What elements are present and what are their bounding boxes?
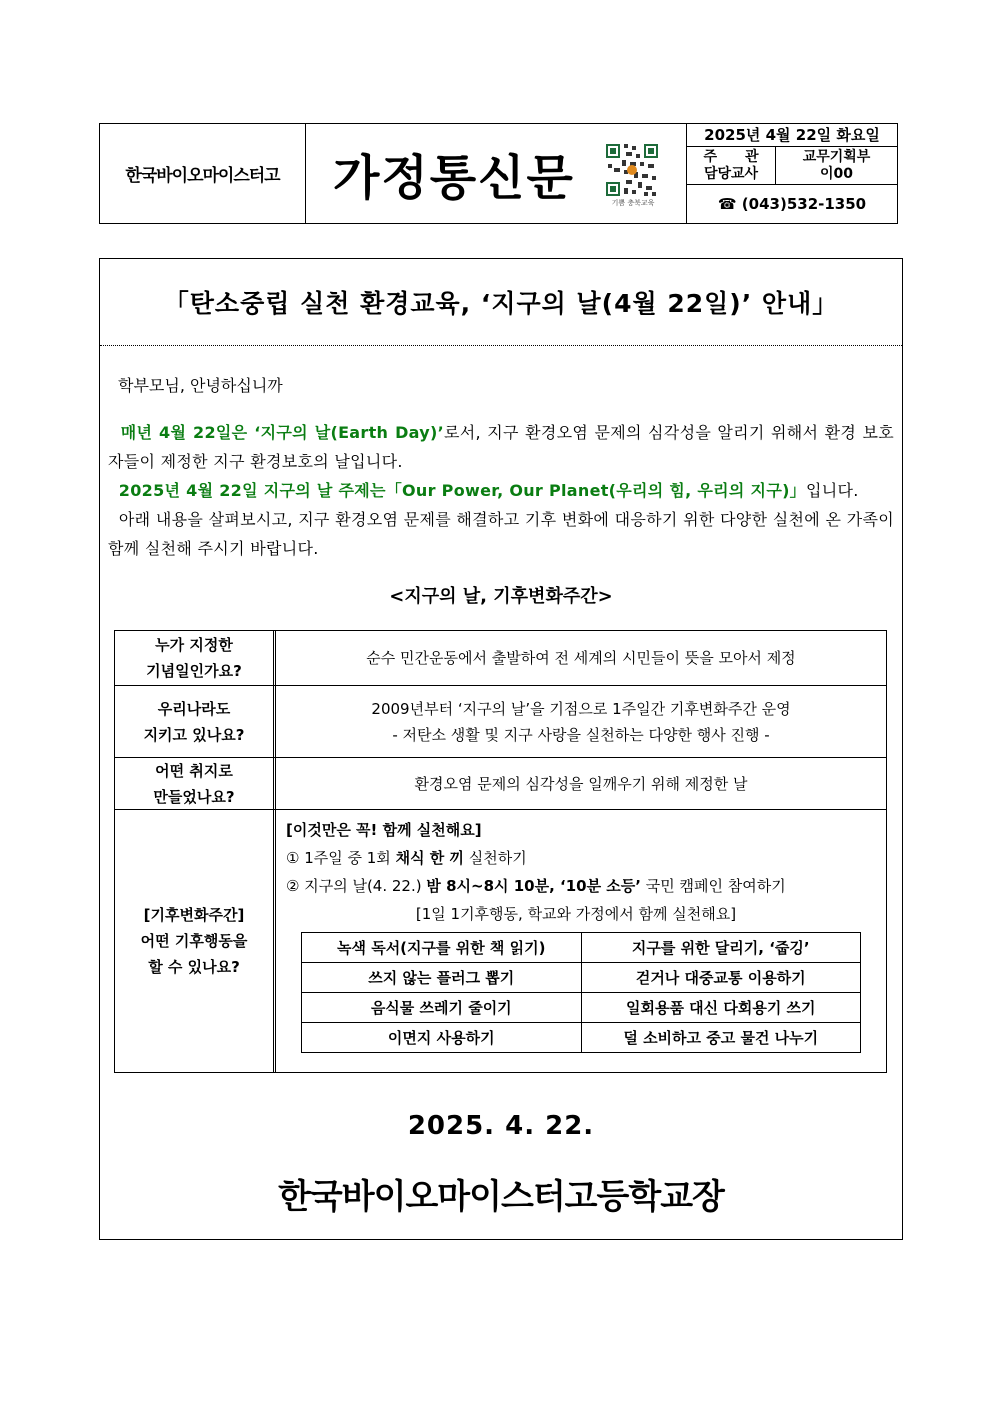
question-text: 어떤 기후행동을 xyxy=(140,932,248,950)
table-row xyxy=(302,963,861,993)
answer-cell xyxy=(276,686,886,757)
responsible-value xyxy=(776,147,897,184)
answer-cell xyxy=(276,758,886,809)
action-cell: 일회용품 대신 다회용기 쓰기 xyxy=(581,993,861,1023)
table-row xyxy=(302,993,861,1023)
phone-number: ☎ (043)532-1350 xyxy=(717,195,867,213)
action-cell: 덜 소비하고 중고 물건 나누기 xyxy=(581,1023,861,1053)
action-text: ① 1주일 중 1회 xyxy=(286,849,396,867)
question-text: [기후변화주간] xyxy=(143,906,245,924)
paragraph-earth-day-text: 로서, 지구 환경오염 문제의 심각성을 알리기 위해서 환경 보호자들이 제정한 지구 환경보호의 날입니다. xyxy=(108,423,894,471)
qr-code-icon xyxy=(604,142,660,198)
department: 교무기획부 xyxy=(802,148,871,165)
question-text: 만들었나요? xyxy=(153,787,235,806)
principal-signature: 한국바이오마이스터고등학교장 xyxy=(278,1177,724,1217)
answer-text: - 저탄소 생활 및 지구 사랑을 실천하는 다양한 행사 진행 - xyxy=(392,725,770,744)
theme-highlight: 2025년 4월 22일 지구의 날 주제는「Our Power, Our Planet(우리의 힘, 우리의 지구)」 xyxy=(118,481,806,500)
question-text: 어떤 취지로 xyxy=(155,761,233,780)
action-subnote: [1일 1기후행동, 학교와 가정에서 함께 실천해요] xyxy=(415,905,737,923)
action-emphasis: 밤 8시~8시 10분, ‘10분 소등’ xyxy=(426,877,641,895)
question-text: 누가 지정한 xyxy=(155,636,233,654)
action-text: ② 지구의 날(4. 22.) xyxy=(286,877,427,895)
action-emphasis: 채식 한 끼 xyxy=(395,849,464,867)
answer-cell xyxy=(276,631,886,685)
table-row xyxy=(115,686,886,758)
responsible-label xyxy=(687,147,776,184)
action-heading: [이것만은 꼭! 함께 실천해요] xyxy=(286,821,482,839)
earth-day-highlight: 매년 4월 22일은 ‘지구의 날(Earth Day)’ xyxy=(120,423,444,442)
action-cell: 지구를 위한 달리기, ‘줍깅’ xyxy=(581,933,861,963)
action-item-1 xyxy=(286,844,527,872)
letter-body xyxy=(99,258,903,1240)
paragraph-request-text: 아래 내용을 살펴보시고, 지구 환경오염 문제를 해결하고 기후 변화에 대응하기 위한 다양한 실천에 온 가족이 함께 실천해 주시기 바랍니다. xyxy=(108,510,894,558)
question-cell xyxy=(115,631,276,685)
question-cell xyxy=(115,758,276,809)
paragraph-request xyxy=(108,505,894,563)
table-row xyxy=(115,758,886,810)
question-cell xyxy=(115,810,276,1072)
info-panel xyxy=(687,124,897,223)
question-text: 지키고 있나요? xyxy=(143,725,245,744)
action-cell: 걷거나 대중교통 이용하기 xyxy=(581,963,861,993)
school-name: 한국바이오마이스터고 xyxy=(100,124,306,223)
table-row xyxy=(302,933,861,963)
action-text: 국민 캠페인 참여하기 xyxy=(640,877,786,895)
question-text: 우리나라도 xyxy=(157,699,231,718)
qr-caption: 기쁨 충북교육 xyxy=(611,199,655,207)
answer-text: 2009년부터 ‘지구의 날’을 기점으로 1주일간 기후변화주간 운영 xyxy=(371,699,791,718)
table-row xyxy=(115,810,886,1072)
answer-text: 환경오염 문제의 심각성을 일깨우기 위해 제정한 날 xyxy=(414,774,748,793)
table-row xyxy=(302,1023,861,1053)
action-text: 실천하기 xyxy=(463,849,527,867)
title-box xyxy=(306,124,687,223)
paragraph-earth-day xyxy=(108,418,894,476)
teacher-name: 이00 xyxy=(819,165,853,182)
responsible-row xyxy=(687,147,897,185)
issue-date: 2025년 4월 22일 화요일 xyxy=(687,124,897,147)
label-teacher: 담당교사 xyxy=(703,165,759,182)
answer-cell xyxy=(276,810,886,1072)
climate-action-table xyxy=(301,932,861,1053)
action-cell: 이면지 사용하기 xyxy=(302,1023,582,1053)
question-cell xyxy=(115,686,276,757)
section-heading: <지구의 날, 기후변화주간> xyxy=(389,586,613,607)
question-text: 기념일인가요? xyxy=(146,662,242,680)
action-cell: 음식물 쓰레기 줄이기 xyxy=(302,993,582,1023)
earth-day-info-table xyxy=(114,630,887,1073)
table-row xyxy=(115,631,886,686)
question-text: 할 수 있나요? xyxy=(148,958,240,976)
answer-text: 순수 민간운동에서 출발하여 전 세계의 시민들이 뜻을 모아서 제정 xyxy=(366,649,796,667)
action-cell: 쓰지 않는 플러그 뽑기 xyxy=(302,963,582,993)
paragraph-theme-end: 입니다. xyxy=(805,481,859,500)
newsletter-header xyxy=(99,123,898,224)
action-item-2 xyxy=(286,872,786,900)
action-cell: 녹색 독서(지구를 위한 책 읽기) xyxy=(302,933,582,963)
label-host: 주 관 xyxy=(703,148,759,165)
greeting: 학부모님, 안녕하십니까 xyxy=(118,376,283,395)
paragraph-theme xyxy=(108,476,894,505)
newsletter-title: 가정통신문 xyxy=(333,150,575,206)
document-title: 「탄소중립 실천 환경교육, ‘지구의 날(4월 22일)’ 안내」 xyxy=(100,259,902,346)
signature-date: 2025. 4. 22. xyxy=(407,1111,595,1141)
